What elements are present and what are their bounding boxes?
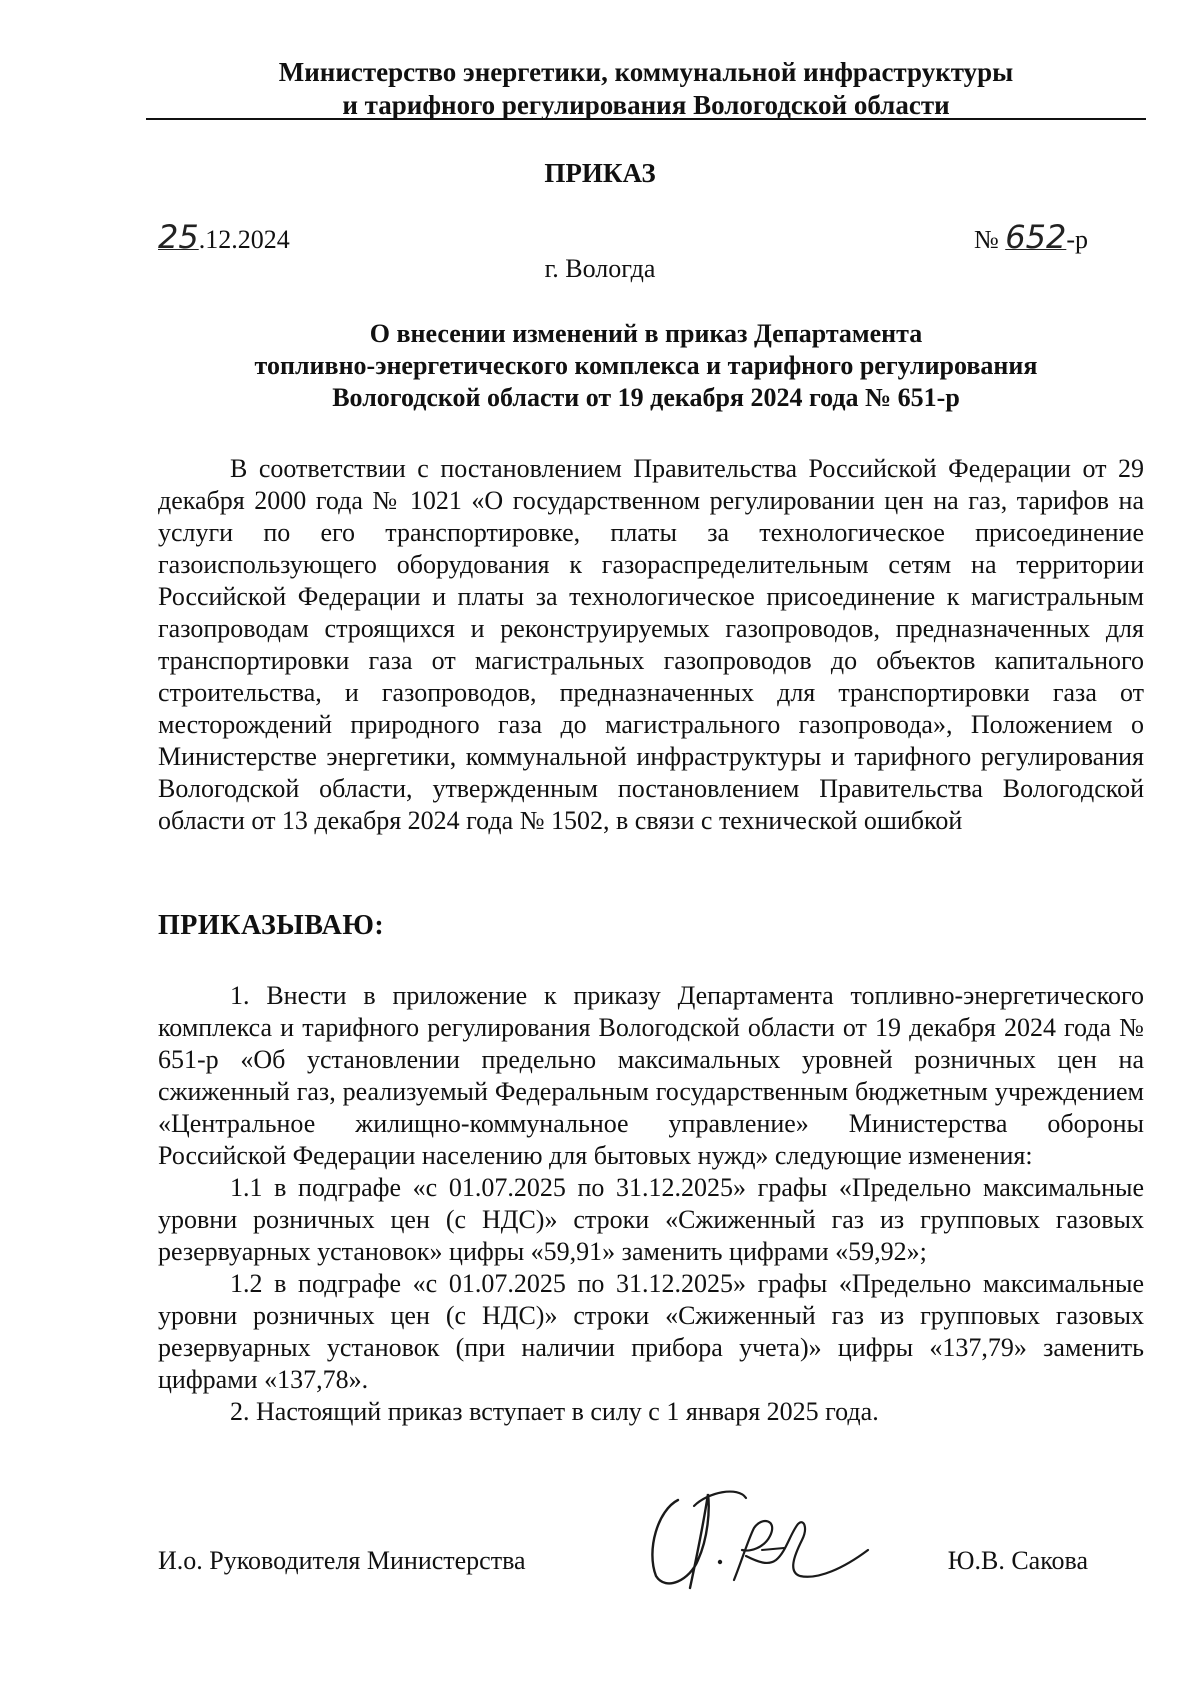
document-type: ПРИКАЗ: [544, 158, 656, 188]
city: г. Вологда: [544, 254, 656, 283]
number-suffix: -р: [1066, 225, 1088, 254]
title-line3: Вологодской области от 19 декабря 2024 года № 651-р: [332, 383, 960, 412]
document-title: [146, 318, 1146, 414]
signatory-role: И.о. Руководителя Министерства: [158, 1546, 526, 1575]
ministry-header: [146, 56, 1146, 122]
order-item-2: 2. Настоящий приказ вступает в силу с 1 января 2025 года.: [230, 1397, 879, 1426]
order-word: ПРИКАЗЫВАЮ:: [158, 910, 385, 941]
order-items: [158, 980, 1144, 1428]
document-number: [974, 218, 1088, 256]
document-date: [158, 218, 290, 256]
order-item-1-1: 1.1 в подграфе «с 01.07.2025 по 31.12.2025» графы «Предельно максимальные уровни розничных цен (с НДС)» строки «Сжиженный газ из групповых газовых резервуарных установок» цифры «59,91» заменить цифрами «59,92»;: [158, 1173, 1144, 1266]
number-prefix: №: [973, 225, 1006, 254]
signatory-name: Ю.В. Сакова: [947, 1546, 1088, 1575]
ministry-header-line1: Министерство энергетики, коммунальной инфраструктуры: [278, 57, 1014, 87]
header-divider: [146, 118, 1146, 120]
order-item-1-2: 1.2 в подграфе «с 01.07.2025 по 31.12.2025» графы «Предельно максимальные уровни розничных цен (с НДС)» строки «Сжиженный газ из групповых газовых резервуарных установок (при наличии прибора учета)» цифры «137,79» заменить цифрами «137,78».: [158, 1269, 1144, 1394]
handwritten-day: 25: [158, 218, 199, 256]
handwritten-number: 652: [1005, 218, 1067, 256]
handwritten-signature: [638, 1480, 878, 1598]
ministry-header-line2: и тарифного регулирования Вологодской области: [342, 90, 950, 120]
title-line2: топливно-энергетического комплекса и тарифного регулирования: [254, 351, 1038, 380]
preamble-paragraph: В соответствии с постановлением Правительства Российской Федерации от 29 декабря 2000 года № 1021 «О государственном регулировании цен на газ, тарифов на услуги по его транспортировке, платы за технологическое присоединение газоиспользующего оборудования к газораспределительным сетям на территории Российской Федерации и платы за технологическое присоединение к магистральным газопроводам строящихся и реконструируемых газопроводов, предназначенных для транспортировки газа от магистральных газопроводов до объектов капитального строительства, и газопроводов, предназначенных для транспортировки газа от месторождений природного газа до магистрального газопровода», Положением о Министерстве энергетики, коммунальной инфраструктуры и тарифного регулирования Вологодской области, утвержденным постановлением Правительства Вологодской области от 13 декабря 2024 года № 1502, в связи с технической ошибкой: [158, 454, 1144, 835]
date-rest: .12.2024: [198, 225, 290, 254]
preamble-block: [158, 453, 1144, 837]
order-item-1: 1. Внести в приложение к приказу Департамента топливно-энергетического комплекса и тарифного регулирования Вологодской области от 19 декабря 2024 года № 651-р «Об установлении предельно максимальных уровней розничных цен на сжиженный газ, реализуемый Федеральным государственным бюджетным учреждением «Центральное жилищно-коммунальное управление» Министерства обороны Российской Федерации населению для бытовых нужд» следующие изменения:: [158, 981, 1144, 1170]
title-line1: О внесении изменений в приказ Департамента: [369, 319, 923, 348]
